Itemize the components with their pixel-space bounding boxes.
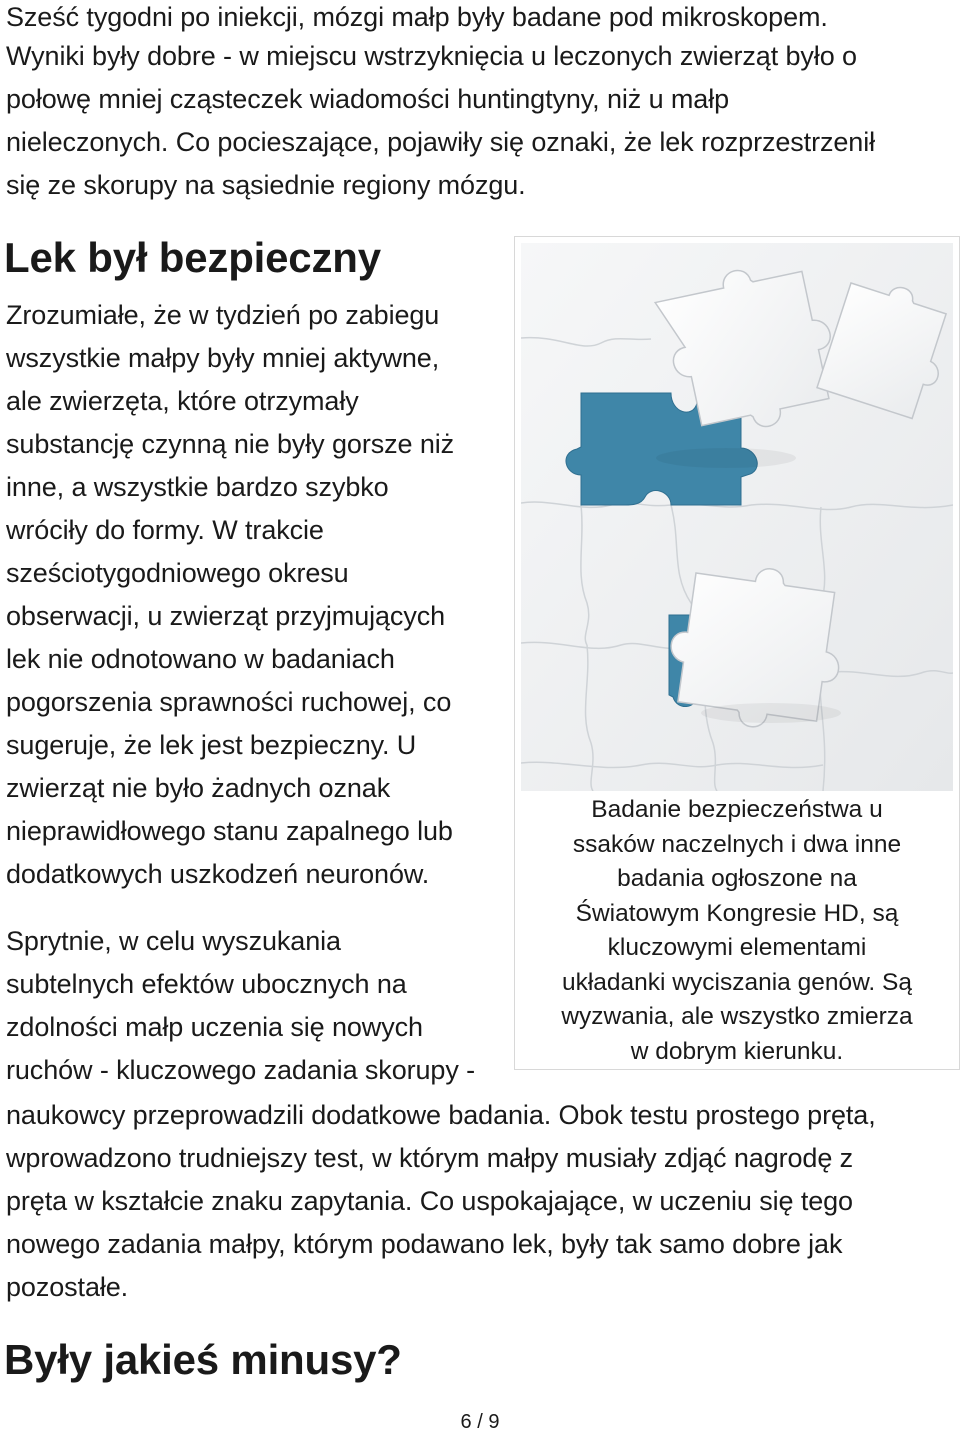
text-line: naukowcy przeprowadzili dodatkowe badania. Obok testu prostego pręta, (6, 1100, 876, 1130)
text-line: wróciły do formy. W trakcie (6, 515, 324, 545)
caption-line: badania ogłoszone na (617, 865, 857, 892)
text-line: Sprytnie, w celu wyszukania (6, 926, 341, 956)
page-number: 6 / 9 (460, 1411, 500, 1433)
text-line: ale zwierzęta, które otrzymały (6, 386, 359, 416)
figure-caption (515, 793, 959, 1069)
caption-line: Światowym Kongresie HD, są (575, 899, 899, 927)
text-line: dodatkowych uszkodzeń neuronów. (6, 859, 430, 889)
text-line: substancję czynną nie były gorsze niż (6, 429, 455, 459)
text-line: obserwacji, u zwierząt przyjmujących (6, 601, 446, 631)
text-line: nieprawidłowego stanu zapalnego lub (6, 816, 453, 846)
text-line: pręta w kształcie znaku zapytania. Co uspokajające, w uczeniu się tego (6, 1186, 853, 1216)
text-line: sześciotygodniowego okresu (6, 558, 349, 588)
text-line: lek nie odnotowano w badaniach (6, 644, 395, 674)
caption-line: ssaków naczelnych i dwa inne (572, 830, 902, 858)
text-line: zdolności małp uczenia się nowych (6, 1012, 423, 1042)
text-line: zwierząt nie było żadnych oznak (6, 773, 391, 803)
caption-line: w dobrym kierunku. (630, 1037, 844, 1065)
text-line: pozostałe. (6, 1272, 129, 1302)
caption-line: układanki wyciszania genów. Są (561, 968, 912, 996)
text-line: nieleczonych. Co pocieszające, pojawiły się oznaki, że lek rozprzestrzenił (6, 127, 876, 157)
puzzle-pieces-image (521, 243, 953, 791)
caption-line: Badanie bezpieczeństwa u (591, 796, 883, 823)
section-heading: Były jakieś minusy? (4, 1336, 402, 1383)
caption-line: kluczowymi elementami (607, 934, 867, 961)
text-line: ruchów - kluczowego zadania skorupy - (6, 1055, 476, 1085)
text-line: Sześć tygodni po iniekcji, mózgi małp były badane pod mikroskopem. (6, 2, 828, 32)
text-line: wprowadzono trudniejszy test, w którym małpy musiały zdjąć nagrodę z (6, 1143, 854, 1173)
text-line: sugeruje, że lek jest bezpieczny. U (6, 730, 417, 760)
text-line: Wyniki były dobre - w miejscu wstrzyknięcia u leczonych zwierząt było o (6, 41, 857, 71)
text-line: Zrozumiałe, że w tydzień po zabiegu (6, 300, 440, 330)
section-heading: Lek był bezpieczny (4, 234, 381, 281)
text-line: nowego zadania małpy, którym podawano lek, były tak samo dobre jak (6, 1229, 843, 1259)
text-line: subtelnych efektów ubocznych na (6, 969, 407, 999)
figure-box (514, 236, 960, 1070)
text-line: wszystkie małpy były mniej aktywne, (6, 343, 440, 373)
text-line: pogorszenia sprawności ruchowej, co (6, 687, 452, 717)
text-line: się ze skorupy na sąsiednie regiony mózgu. (6, 170, 526, 200)
text-line: połowę mniej cząsteczek wiadomości huntingtyny, niż u małp (6, 84, 730, 114)
caption-line: wyzwania, ale wszystko zmierza (561, 1003, 913, 1030)
text-line: inne, a wszystkie bardzo szybko (6, 472, 389, 502)
